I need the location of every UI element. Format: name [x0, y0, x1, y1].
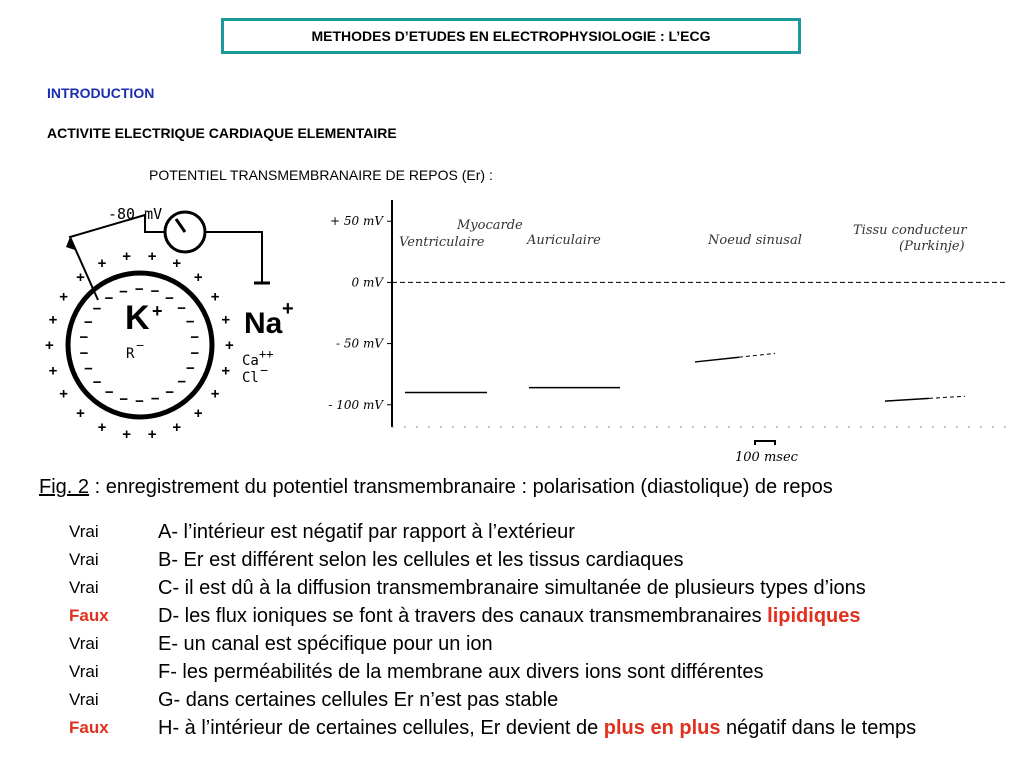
figure-text: : enregistrement du potentiel transmembranaire : polarisation (diastolique) de repos — [89, 476, 833, 498]
outside-plus-charge: + — [76, 405, 85, 423]
inside-minus-charge: − — [177, 373, 187, 391]
statement-d-highlight: lipidiques — [767, 605, 861, 627]
k-charge: + — [152, 301, 163, 321]
label-auriculaire: Auriculaire — [527, 233, 601, 248]
inside-minus-charge: − — [177, 300, 186, 318]
outside-plus-charge: + — [210, 385, 220, 403]
verdict-list — [69, 518, 109, 742]
scale-bar — [755, 441, 775, 445]
statement-g: G- dans certaines cellules Er n’est pas stable — [158, 689, 559, 711]
verdict-c: Vrai — [69, 578, 99, 597]
verdict-a: Vrai — [69, 522, 99, 541]
section-subtitle: ACTIVITE ELECTRIQUE CARDIAQUE ELEMENTAIRE — [47, 125, 397, 141]
inside-minus-charge: − — [134, 281, 144, 299]
series-line — [695, 357, 739, 362]
inside-minus-charge: − — [104, 384, 114, 402]
cl-charge: − — [260, 362, 269, 378]
label-ventriculaire: Ventriculaire — [399, 235, 485, 250]
statement-h-highlight: plus en plus — [603, 717, 721, 739]
outside-plus-charge: + — [48, 362, 58, 380]
y-tick-label: + 50 mV — [330, 214, 383, 229]
resting-potential-chart — [315, 195, 1015, 470]
inside-minus-charge: − — [79, 329, 89, 347]
statement-c: C- il est dû à la diffusion transmembranaire simultanée de plusieurs types d’ions — [158, 577, 866, 599]
r-charge: − — [136, 337, 145, 353]
statement-list — [158, 518, 916, 742]
statement-h-text: H- à l’intérieur de certaines cellules, Er devient de — [158, 717, 604, 739]
label-noeud-sinusal: Noeud sinusal — [708, 233, 802, 248]
inside-minus-charge: − — [185, 313, 195, 331]
cell-membrane-diagram — [30, 195, 310, 455]
outside-plus-charge: + — [122, 247, 131, 265]
label-myocarde: Myocarde — [457, 218, 523, 233]
statement-b: B- Er est différent selon les cellules et les tissus cardiaques — [158, 549, 684, 571]
label-purkinje: (Purkinje) — [899, 239, 965, 254]
inside-r: R — [126, 346, 135, 362]
verdict-f: Vrai — [69, 662, 99, 681]
scale-bar-label: 100 msec — [735, 450, 798, 465]
outside-plus-charge: + — [172, 418, 182, 436]
outside-plus-charge: + — [45, 337, 54, 354]
inside-minus-charge: − — [165, 384, 175, 402]
inside-minus-charge: − — [150, 390, 160, 408]
outside-ion-ca: Ca — [242, 353, 259, 369]
verdict-g: Vrai — [69, 690, 99, 709]
inside-minus-charge: − — [165, 289, 174, 307]
inside-minus-charge: − — [190, 344, 200, 362]
verdict-d: Faux — [69, 606, 109, 625]
label-tissu-conducteur: Tissu conducteur — [853, 223, 967, 238]
outside-plus-charge: + — [193, 268, 203, 286]
inside-minus-charge: − — [186, 360, 195, 378]
page-title: METHODES D’ETUDES EN ELECTROPHYSIOLOGIE : L’ECG — [311, 28, 711, 44]
statement-f: F- les perméabilités de la membrane aux divers ions sont différentes — [158, 661, 764, 683]
verdict-e: Vrai — [69, 634, 99, 653]
outside-plus-charge: + — [97, 418, 107, 436]
inside-minus-charge: − — [79, 345, 89, 363]
series-line — [885, 398, 929, 401]
inside-minus-charge: − — [92, 373, 102, 391]
inside-minus-charge: − — [92, 300, 102, 318]
outside-plus-charge: + — [59, 288, 69, 306]
outside-plus-charge: + — [210, 288, 220, 306]
outside-plus-charge: + — [76, 268, 85, 286]
figure-ref: Fig. 2 — [39, 476, 90, 498]
y-tick-label: 0 mV — [351, 275, 383, 290]
statement-d — [158, 602, 916, 630]
ground-wire — [205, 232, 262, 283]
statement-h — [158, 714, 916, 742]
series-line-extension — [929, 396, 965, 398]
outside-plus-charge: + — [221, 311, 231, 329]
y-tick-label: - 50 mV — [336, 336, 383, 351]
series-layer — [405, 353, 965, 401]
outside-plus-charge: + — [172, 255, 182, 273]
page-title-box — [221, 18, 801, 54]
na-charge: + — [282, 298, 294, 320]
section-intro: INTRODUCTION — [47, 85, 155, 101]
inside-minus-charge: − — [190, 328, 200, 346]
outside-ion-na: Na — [244, 307, 283, 340]
inside-minus-charge: − — [135, 392, 144, 410]
outside-plus-charge: + — [147, 426, 157, 444]
outside-plus-charge: + — [59, 385, 69, 403]
outside-plus-charge: + — [193, 405, 203, 423]
inside-minus-charge: − — [104, 289, 114, 307]
figure-caption-top: POTENTIEL TRANSMEMBRANAIRE DE REPOS (Er) : — [149, 167, 493, 183]
inside-ion-k: K — [125, 299, 150, 337]
outside-ion-cl: Cl — [242, 370, 259, 386]
outside-plus-charge: + — [147, 247, 157, 265]
outside-plus-charge: + — [221, 362, 231, 380]
ca-charge: ++ — [259, 347, 274, 361]
verdict-b: Vrai — [69, 550, 99, 569]
inside-minus-charge: − — [83, 313, 93, 331]
y-tick-label: - 100 mV — [328, 397, 383, 412]
outside-plus-charge: + — [48, 311, 58, 329]
statement-d-text: D- les flux ioniques se font à travers des canaux transmembranaires — [158, 605, 768, 627]
series-line-extension — [739, 353, 775, 357]
outside-plus-charge: + — [225, 337, 234, 354]
statement-a: A- l’intérieur est négatif par rapport à l’extérieur — [158, 521, 575, 543]
statement-h-end: négatif dans le temps — [720, 717, 917, 739]
outside-plus-charge: + — [122, 426, 131, 444]
statement-e: E- un canal est spécifique pour un ion — [158, 633, 493, 655]
figure-caption — [39, 476, 833, 499]
inside-minus-charge: − — [119, 283, 128, 301]
outside-plus-charge: + — [97, 255, 107, 273]
verdict-h: Faux — [69, 718, 109, 737]
inside-minus-charge: − — [119, 390, 129, 408]
meter-label: -80 mV — [108, 205, 163, 223]
inside-minus-charge: − — [84, 360, 93, 378]
y-axis-ticks — [328, 214, 392, 412]
inside-minus-charge: − — [150, 283, 160, 301]
